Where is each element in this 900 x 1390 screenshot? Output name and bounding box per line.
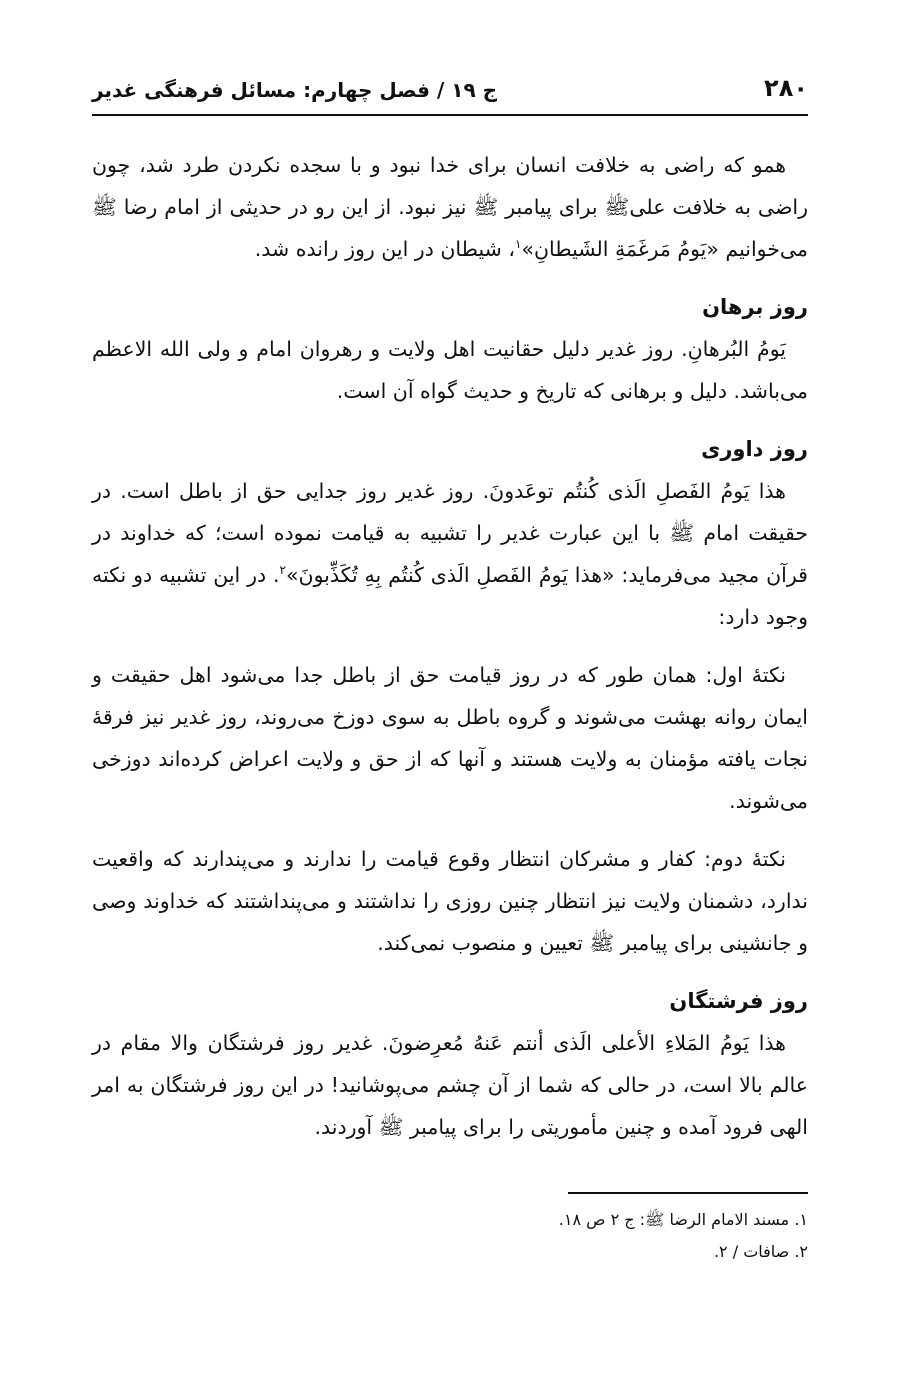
page-body (92, 116, 808, 1268)
page-header (92, 70, 808, 116)
footnote-2: ۲. صافات / ۲. (713, 1242, 808, 1261)
paragraph-davari-text-after: . در این تشبیه دو نکته وجود دارد: (92, 563, 808, 629)
footnote-ref-1[interactable]: ۱ (514, 237, 522, 252)
footnote-divider (568, 1192, 808, 1194)
running-title: ج ۱۹ / فصل چهارم: مسائل فرهنگی غدیر (92, 78, 498, 102)
paragraph-davari (92, 470, 808, 638)
paragraph-point-two: نکتهٔ دوم: کفار و مشرکان انتظار وقوع قیامت را ندارند و می‌پندارند که واقعیت ندارد، دشمنان ولایت نیز انتظار چنین روزی را نداشتند و می‌پنداشتند که خداوند وصی و جانشینی برای پیامبر ﷺ تعیین و منصوب نمی‌کند. (92, 847, 808, 955)
book-page (92, 70, 808, 1268)
section-heading-fereshtegan: روز فرشتگان (669, 989, 808, 1013)
paragraph-spacer (92, 638, 808, 654)
paragraph-fereshtegan: هذا یَومُ المَلاءِ الأعلی الَذی أنتم عَنهُ مُعرِضونَ. غدیر روز فرشتگان والا مقام در عالم بالا است، در حالی که شما از آن چشم می‌پوشانید! در این روز فرشتگان به امر الهی فرود آمده و چنین مأموریتی را برای پیامبر ﷺ آوردند. (92, 1031, 808, 1139)
paragraph-davari-text: هذا یَومُ الفَصلِ الَذی کُنتُم توعَدونَ. روز غدیر روز جدایی حق از باطل است. در حقیقت امام ﷺ با این عبارت غدیر را تشبیه به قیامت نموده است؛ که خداوند در قرآن مجید می‌فرماید: «هذا یَومُ الفَصلِ الَذی کُنتُم بِهِ تُکَذِّبونَ» (92, 479, 808, 587)
section-heading-davari: روز داوری (701, 437, 808, 461)
footnotes (92, 1204, 808, 1268)
paragraph-spacer (92, 822, 808, 838)
intro-text: همو که راضی به خلافت انسان برای خدا نبود و با سجده نکردن طرد شد، چون راضی به خلافت علی‌ﷺ برای پیامبر ﷺ نیز نبود. از این رو در حدیثی از امام رضا ﷺ می‌خوانیم «یَومُ مَرغَمَةِ الشَیطانِ» (92, 153, 808, 261)
footnote-ref-2[interactable]: ۲ (279, 563, 286, 578)
page-number: ۲۸۰ (764, 74, 808, 102)
paragraph-point-one: نکتهٔ اول: همان طور که در روز قیامت حق از باطل جدا می‌شود اهل حقیقت و ایمان روانه بهشت می‌شوند و گروه باطل به سوی دوزخ می‌روند، روز غدیر نیز فرقهٔ نجات یافته مؤمنان به ولایت هستند و آنها که از حق و ولایت اعراض کرده‌اند دوزخی می‌شوند. (92, 663, 808, 813)
paragraph-burhan: یَومُ البُرهانِ. روز غدیر دلیل حقانیت اهل ولایت و رهروان امام و ولی الله الاعظم می‌باشد. دلیل و برهانی که تاریخ و حدیث گواه آن است. (92, 337, 808, 403)
intro-paragraph (92, 144, 808, 270)
footnote-1: ۱. مسند الامام الرضا ﷺ: ج ۲ ص ۱۸. (558, 1210, 808, 1229)
intro-text-after: ، شیطان در این روز رانده شد. (254, 237, 515, 261)
section-heading-burhan: روز برهان (702, 295, 808, 319)
